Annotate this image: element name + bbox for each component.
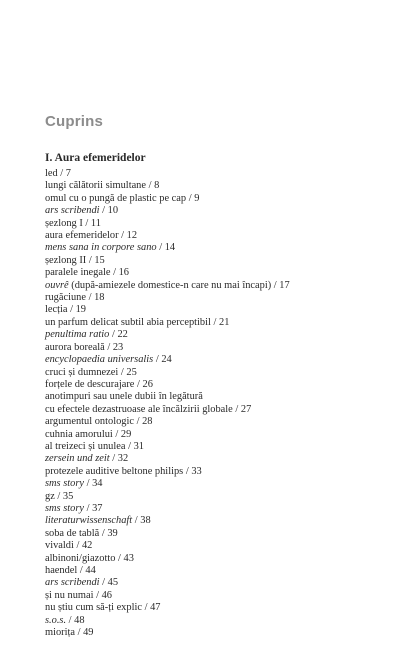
toc-entry-separator: / <box>75 627 84 639</box>
toc-entry <box>45 267 385 279</box>
toc-entry <box>45 168 385 180</box>
toc-entry-page-number: 29 <box>120 428 132 440</box>
toc-entry-page-number: 10 <box>107 205 119 217</box>
toc-entry-page-number: 35 <box>62 490 74 502</box>
toc-entry-page-number: 49 <box>83 627 94 639</box>
toc-entry <box>45 317 385 329</box>
toc-entry-separator: / <box>82 217 91 229</box>
toc-entry-separator: / <box>109 329 118 341</box>
toc-entry-separator: / <box>156 242 165 254</box>
toc-entry-separator: / <box>54 490 63 502</box>
toc-entry-separator: / <box>93 589 102 601</box>
toc-entry-title: cu efectele dezastruoase ale încălzirii globale <box>45 403 233 415</box>
toc-entry-page-number: 45 <box>107 577 119 589</box>
toc-entry-separator: / <box>134 378 143 390</box>
toc-entry-separator: / <box>132 515 141 527</box>
toc-entry <box>45 180 385 192</box>
toc-entry-separator: / <box>271 279 280 291</box>
toc-entry-page-number: 43 <box>123 552 134 564</box>
toc-entry-separator: / <box>210 316 219 328</box>
toc-entry-separator: / <box>115 552 124 564</box>
toc-entry-separator: / <box>83 502 93 514</box>
toc-entry <box>45 453 385 465</box>
toc-entry-page-number: 46 <box>101 589 112 601</box>
toc-entry <box>45 627 385 639</box>
toc-entry-page-number: 19 <box>75 304 86 316</box>
toc-entry-page-number: 34 <box>92 478 103 490</box>
toc-entry-separator: / <box>232 403 241 415</box>
toc-entry-page-number: 9 <box>194 192 200 204</box>
toc-entry-title: sms story <box>45 502 84 514</box>
toc-entry-separator: / <box>99 577 108 589</box>
toc-entry <box>45 292 385 304</box>
toc-entry-separator: / <box>77 565 86 576</box>
toc-entry-separator: / <box>67 304 76 316</box>
toc-entry-title: gz <box>45 490 55 502</box>
toc-entry-page-number: 15 <box>94 254 105 266</box>
toc-entry-separator: / <box>112 453 118 465</box>
toc-entry-title: penultima ratio <box>45 329 110 341</box>
toc-entry-page-number: 21 <box>219 316 230 328</box>
toc-entry-title: un parfum delicat subtil abia perceptibil <box>45 316 211 328</box>
toc-list <box>45 168 385 639</box>
toc-entry-page-number: 17 <box>279 279 290 291</box>
toc-entry-page-number: 18 <box>94 292 105 304</box>
toc-entry-page-number: 16 <box>118 267 129 279</box>
toc-entry-page-number: 23 <box>112 341 124 353</box>
toc-entry <box>45 416 385 428</box>
toc-entry-separator: / <box>125 440 134 452</box>
toc-entry-title: s.o.s. <box>45 614 67 626</box>
toc-entry-title: aura efemeridelor <box>45 230 119 242</box>
toc-entry-separator: / <box>146 180 155 192</box>
toc-entry <box>45 193 385 205</box>
toc-entry <box>45 379 385 391</box>
toc-entry-separator: / <box>99 205 108 217</box>
toc-entry <box>45 342 385 354</box>
toc-entry-title: led <box>45 168 58 179</box>
toc-entry <box>45 205 385 217</box>
toc-entry <box>45 354 385 366</box>
toc-entry <box>45 280 385 292</box>
toc-entry-separator: / <box>120 366 127 378</box>
toc-entry-page-number: 27 <box>240 403 252 415</box>
toc-entry-title: paralele inegale <box>45 267 111 279</box>
toc-entry <box>45 441 385 453</box>
toc-entry <box>45 429 385 441</box>
toc-entry-title: lecția <box>45 304 68 316</box>
toc-entry <box>45 367 385 379</box>
toc-entry <box>45 466 385 478</box>
toc-entry-page-number: 12 <box>126 230 138 242</box>
toc-entry <box>45 255 385 267</box>
toc-entry-title: al treizeci și unulea <box>45 440 126 452</box>
toc-entry <box>45 590 385 602</box>
toc-entry-separator: / <box>73 540 82 552</box>
toc-entry <box>45 540 385 552</box>
toc-entry <box>45 553 385 565</box>
toc-entry-title: encyclopaedia universalis <box>45 354 154 366</box>
toc-entry <box>45 304 385 316</box>
toc-entry-title: aurora boreală <box>45 341 105 353</box>
toc-entry-separator: / <box>183 465 192 477</box>
toc-entry-title: și nu numai <box>45 589 94 601</box>
toc-entry-title: șezlong I <box>45 217 83 229</box>
toc-entry-page-number: 24 <box>161 354 172 366</box>
toc-entry-separator: / <box>141 602 151 614</box>
toc-entry-title: mens sana in corpore sano <box>45 242 157 254</box>
toc-entry <box>45 491 385 503</box>
section-title: I. Aura efemeridelor <box>45 152 146 164</box>
toc-entry-title: forțele de descurajare <box>45 378 135 390</box>
toc-entry-page-number: 28 <box>142 416 153 428</box>
toc-entry <box>45 218 385 230</box>
toc-entry-separator: / <box>99 527 108 539</box>
toc-entry-title: cuhnia amorului <box>45 428 113 440</box>
toc-entry-page-number: 14 <box>164 242 176 254</box>
toc-entry-page-number: 31 <box>133 440 144 452</box>
toc-entry-separator: / <box>66 614 75 626</box>
toc-entry-title: protezele auditive beltone philips <box>45 465 184 477</box>
toc-entry-title: miorița <box>45 627 76 639</box>
toc-entry <box>45 242 385 254</box>
toc-entry-page-number: 32 <box>117 453 129 465</box>
toc-entry-page-number: 38 <box>140 515 151 527</box>
toc-entry-separator: / <box>85 292 95 304</box>
toc-entry-title: argumentul ontologic <box>45 416 134 428</box>
toc-entry-separator: / <box>186 192 195 204</box>
toc-entry-separator: / <box>112 428 121 440</box>
toc-entry <box>45 230 385 242</box>
toc-entry-page-number: 33 <box>191 465 202 477</box>
toc-entry-separator: / <box>153 354 162 366</box>
toc-entry-page-number: 7 <box>65 168 71 179</box>
toc-entry <box>45 528 385 540</box>
toc-entry-separator: / <box>86 254 95 266</box>
toc-entry-page-number: 48 <box>74 614 85 626</box>
toc-entry-separator: / <box>110 267 119 279</box>
toc-entry <box>45 329 385 341</box>
toc-entry <box>45 602 385 614</box>
toc-entry-page-number: 44 <box>85 565 96 576</box>
toc-entry-title: omul cu o pungă de plastic pe cap <box>45 192 187 204</box>
toc-entry-page-number: 39 <box>107 527 118 539</box>
toc-entry-page-number: 42 <box>81 540 93 552</box>
toc-entry <box>45 577 385 589</box>
toc-entry-page-number: 8 <box>154 180 160 192</box>
toc-entry-title: cruci și dumnezei <box>45 366 121 378</box>
toc-entry <box>45 478 385 490</box>
toc-entry-separator: / <box>57 168 66 179</box>
toc-entry-title: soba de tablă <box>45 527 100 539</box>
toc-entry-title: rugăciune <box>45 292 86 304</box>
toc-entry-title: ars scribendi <box>45 577 100 589</box>
toc-entry-page-number: 25 <box>126 366 137 378</box>
toc-entry <box>45 615 385 627</box>
toc-entry-title: ouvrê <box>45 279 69 291</box>
toc-entry-title: albinoni/giazotto <box>45 552 116 564</box>
toc-entry-title: nu știu cum să-ți explic <box>45 602 142 614</box>
toc-entry-title: zersein und zeit <box>45 453 113 465</box>
toc-entry <box>45 503 385 515</box>
toc-entry-title: vivaldi <box>45 540 74 552</box>
toc-entry-title: sms story <box>45 478 84 490</box>
toc-entry-separator: / <box>83 478 93 490</box>
toc-entry-page-number: 11 <box>90 217 101 229</box>
toc-entry-title: literaturwissenschaft <box>45 515 133 527</box>
toc-entry <box>45 515 385 527</box>
toc-entry-title: haendel <box>45 565 78 576</box>
toc-entry-page-number: 37 <box>92 502 103 514</box>
toc-entry-page-number: 22 <box>117 329 128 341</box>
toc-heading: Cuprins <box>45 113 104 130</box>
toc-entry <box>45 391 385 403</box>
toc-entry <box>45 565 385 577</box>
toc-entry-separator: / <box>133 416 143 428</box>
toc-entry-separator: / <box>104 341 113 353</box>
toc-entry <box>45 404 385 416</box>
toc-entry-subtitle: (după-amiezele domestice-n care nu mai încapi) <box>68 279 272 291</box>
toc-entry-page-number: 26 <box>142 378 153 390</box>
toc-entry-title: ars scribendi <box>45 205 100 217</box>
toc-entry-title: șezlong II <box>45 254 87 266</box>
toc-entry-separator: / <box>118 230 127 242</box>
toc-entry-page-number: 47 <box>150 602 161 614</box>
toc-entry-title: lungi călătorii simultane <box>45 180 146 192</box>
toc-entry-title: anotimpuri sau unele dubii în legătură <box>45 391 203 403</box>
